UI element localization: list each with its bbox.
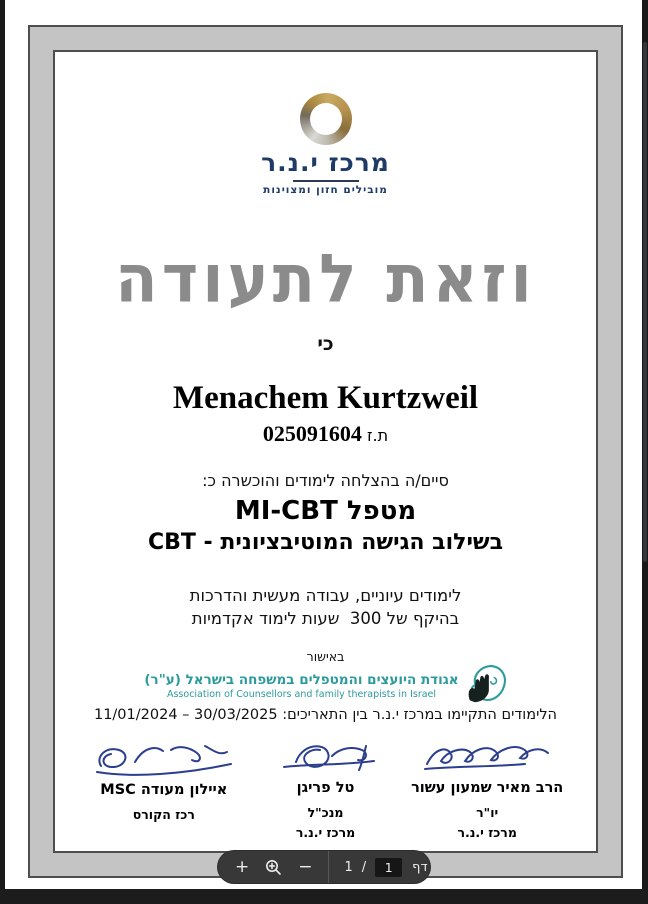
- viewer-left-edge: [0, 0, 5, 904]
- scrollbar-track[interactable]: [642, 0, 648, 904]
- logo-divider: [293, 180, 359, 182]
- certificate-page: [53, 50, 598, 853]
- qualification-line-2: בשילוב הגישה המוטיבציונית - CBT: [147, 530, 504, 555]
- zoom-in-button[interactable]: +: [235, 856, 250, 877]
- signatures-row: [55, 740, 596, 840]
- id-label: ת.ז: [366, 426, 389, 445]
- toolbar-divider: [328, 851, 329, 883]
- viewer-bottom-bar: [0, 889, 648, 904]
- id-number: 025091604: [262, 421, 362, 446]
- scope-line-1: לימודים עיוניים, עבודה מעשית והדרכות: [189, 586, 462, 605]
- approval-label: באישור: [306, 649, 345, 664]
- signature-block-ceo: [245, 740, 407, 840]
- page-label: דף: [412, 859, 428, 875]
- signatory-role: יו"ר: [476, 805, 499, 820]
- recipient-id-line: [55, 421, 596, 447]
- association-head-hand-icon: [465, 664, 507, 708]
- completion-line: סיים/ה בהצלחה לימודים והוכשרה כ:: [202, 471, 449, 490]
- page-count: 1: [344, 859, 353, 875]
- that-word: כי: [317, 333, 334, 355]
- logo-tagline: מובילים חזון ומצוינות: [263, 184, 388, 196]
- association-name-hebrew: אגודת היועצים והמטפלים במשפחה בישראל (ע"ר): [144, 672, 459, 688]
- signatory-org: מרכז י.נ.ר: [457, 825, 517, 840]
- signatory-role: מנכ"ל: [307, 805, 344, 820]
- signatory-role: רכז הקורס: [132, 807, 195, 822]
- page-number-input[interactable]: 1: [375, 858, 402, 877]
- signature-scribble-icon: [417, 740, 557, 776]
- page-separator: /: [361, 859, 367, 875]
- zoom-out-button[interactable]: −: [298, 856, 313, 877]
- qualification-line-1: מטפל MI-CBT: [234, 496, 417, 526]
- dates-line: הלימודים התקיימו במרכז י.נ.ר בין התאריכים: 30/03/2025 – 11/01/2024: [93, 707, 558, 723]
- scrollbar-thumb[interactable]: [643, 42, 647, 562]
- signature-scribble-icon: [266, 740, 386, 776]
- scope-line-2: בהיקף של 300 שעות לימוד אקדמיות: [191, 609, 460, 628]
- signatory-name: איילון מעודה MSC: [100, 782, 228, 798]
- signature-scribble-icon: [89, 740, 239, 778]
- signatory-name: הרב מאיר שמעון עשור: [411, 780, 564, 796]
- association-block: [55, 664, 596, 708]
- signatory-name: טל פריגן: [296, 780, 355, 796]
- signature-block-coordinator: [83, 740, 245, 840]
- signature-block-chairman: [406, 740, 568, 840]
- pdf-toolbar: [218, 851, 430, 883]
- signatory-org: מרכז י.נ.ר: [295, 825, 356, 840]
- certificate-frame: [28, 25, 623, 878]
- magnifier-icon[interactable]: [265, 859, 282, 876]
- association-name-english: Association of Counsellors and family therapists in Israel: [166, 689, 437, 700]
- ynr-logo-ring-icon: [300, 93, 352, 145]
- certificate-title: וזאת לתעודה: [115, 239, 536, 318]
- association-names: [144, 672, 458, 700]
- logo-brand-text: מרכז י.נ.ר: [261, 148, 390, 177]
- recipient-name: Menachem Kurtzweil: [172, 380, 479, 416]
